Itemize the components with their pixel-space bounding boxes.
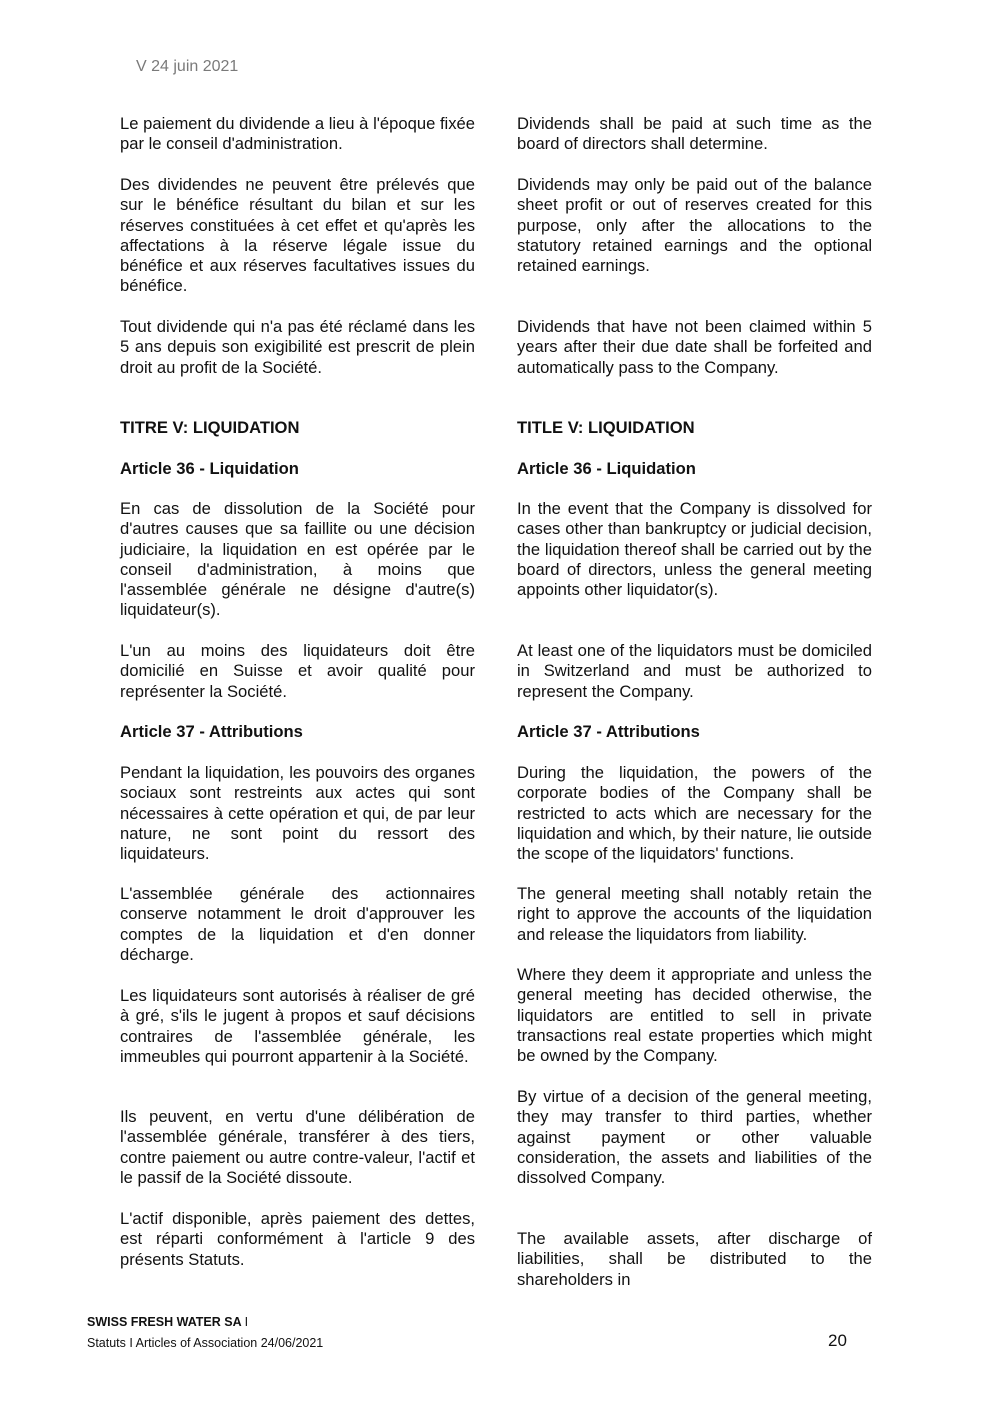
fr-dissolution-paragraph: En cas de dissolution de la Société pour d'autres causes que sa faillite ou une décision judiciaire, la liquidation en est opérée par le conseil d'administration, à moins que l'assemblée générale ne désigne d'autre(s) liquidateur(s).: [120, 499, 475, 620]
fr-article-37-heading: Article 37 - Attributions: [120, 722, 303, 741]
footer-document-title: Statuts I Articles of Association 24/06/2021: [87, 1336, 324, 1350]
en-dividend-source-paragraph: Dividends may only be paid out of the balance sheet profit or out of reserves created for this purpose, only after the allocations to the statutory retained earnings and the optional retained earnings.: [517, 175, 872, 276]
en-liquidator-domicile-paragraph: At least one of the liquidators must be domiciled in Switzerland and must be authorized to represent the Company.: [517, 641, 872, 701]
en-real-estate-paragraph: Where they deem it appropriate and unless the general meeting has decided otherwise, the liquidators are entitled to sell in private transactions real estate properties which might be owned by the Company.: [517, 965, 872, 1066]
en-article-36-heading: Article 36 - Liquidation: [517, 459, 696, 478]
fr-transfer-paragraph: Ils peuvent, en vertu d'une délibération de l'assemblée générale, transférer à des tiers, contre paiement ou autre contre-valeur, l'actif et le passif de la Société dissoute.: [120, 1107, 475, 1187]
en-title-liquidation: TITLE V: LIQUIDATION: [517, 418, 695, 437]
fr-title-liquidation: TITRE V: LIQUIDATION: [120, 418, 300, 437]
footer-company-name: SWISS FRESH WATER SA: [87, 1315, 242, 1329]
en-unclaimed-dividend-paragraph: Dividends that have not been claimed within 5 years after their due date shall be forfeited and automatically pass to the Company.: [517, 317, 872, 377]
en-general-meeting-paragraph: The general meeting shall notably retain the right to approve the accounts of the liquidation and release the liquidators from liability.: [517, 884, 872, 944]
page-number: 20: [828, 1331, 847, 1350]
version-label: V 24 juin 2021: [136, 58, 239, 75]
en-dissolution-paragraph: In the event that the Company is dissolved for cases other than bankruptcy or judicial decision, the liquidation thereof shall be carried out by the board of directors, unless the general meeting appoints other liquidator(s).: [517, 499, 872, 600]
fr-powers-paragraph: Pendant la liquidation, les pouvoirs des organes sociaux sont restreints aux actes qui sont nécessaires à cette opération et qui, de par leur nature, ne sont point du ressort des liquidateurs.: [120, 763, 475, 864]
fr-dividend-payment-paragraph: Le paiement du dividende a lieu à l'époque fixée par le conseil d'administration.: [120, 114, 475, 154]
en-dividend-payment-paragraph: Dividends shall be paid at such time as the board of directors shall determine.: [517, 114, 872, 154]
fr-real-estate-paragraph: Les liquidateurs sont autorisés à réaliser de gré à gré, s'ils le jugent à propos et sauf décisions contraires de l'assemblée générale, les immeubles qui pourront appartenir à la Société.: [120, 986, 475, 1066]
en-available-assets-paragraph: The available assets, after discharge of liabilities, shall be distributed to the shareholders in: [517, 1229, 872, 1289]
en-transfer-paragraph: By virtue of a decision of the general meeting, they may transfer to third parties, whether against payment or other valuable consideration, the assets and liabilities of the dissolved Company.: [517, 1087, 872, 1188]
fr-liquidator-domicile-paragraph: L'un au moins des liquidateurs doit être domicilié en Suisse et avoir qualité pour représenter la Société.: [120, 641, 475, 701]
fr-unclaimed-dividend-paragraph: Tout dividende qui n'a pas été réclamé dans les 5 ans depuis son exigibilité est prescrit de plein droit au profit de la Société.: [120, 317, 475, 377]
fr-general-meeting-paragraph: L'assemblée générale des actionnaires conserve notamment le droit d'approuver les comptes de la liquidation et d'en donner décharge.: [120, 884, 475, 964]
footer-separator: I: [244, 1315, 249, 1329]
fr-article-36-heading: Article 36 - Liquidation: [120, 459, 299, 478]
en-article-37-heading: Article 37 - Attributions: [517, 722, 700, 741]
fr-available-assets-paragraph: L'actif disponible, après paiement des dettes, est réparti conformément à l'article 9 des présents Statuts.: [120, 1209, 475, 1269]
fr-dividend-source-paragraph: Des dividendes ne peuvent être prélevés que sur le bénéfice résultant du bilan et sur les réserves constituées à cet effet et qu'après les affectations à la réserve légale issue du bénéfice et aux réserves facultatives issues du bénéfice.: [120, 175, 475, 296]
en-powers-paragraph: During the liquidation, the powers of the corporate bodies of the Company shall be restricted to acts which are necessary for the liquidation and which, by their nature, lie outside the scope of the liquidators' functions.: [517, 763, 872, 864]
footer-company: [87, 1315, 248, 1329]
